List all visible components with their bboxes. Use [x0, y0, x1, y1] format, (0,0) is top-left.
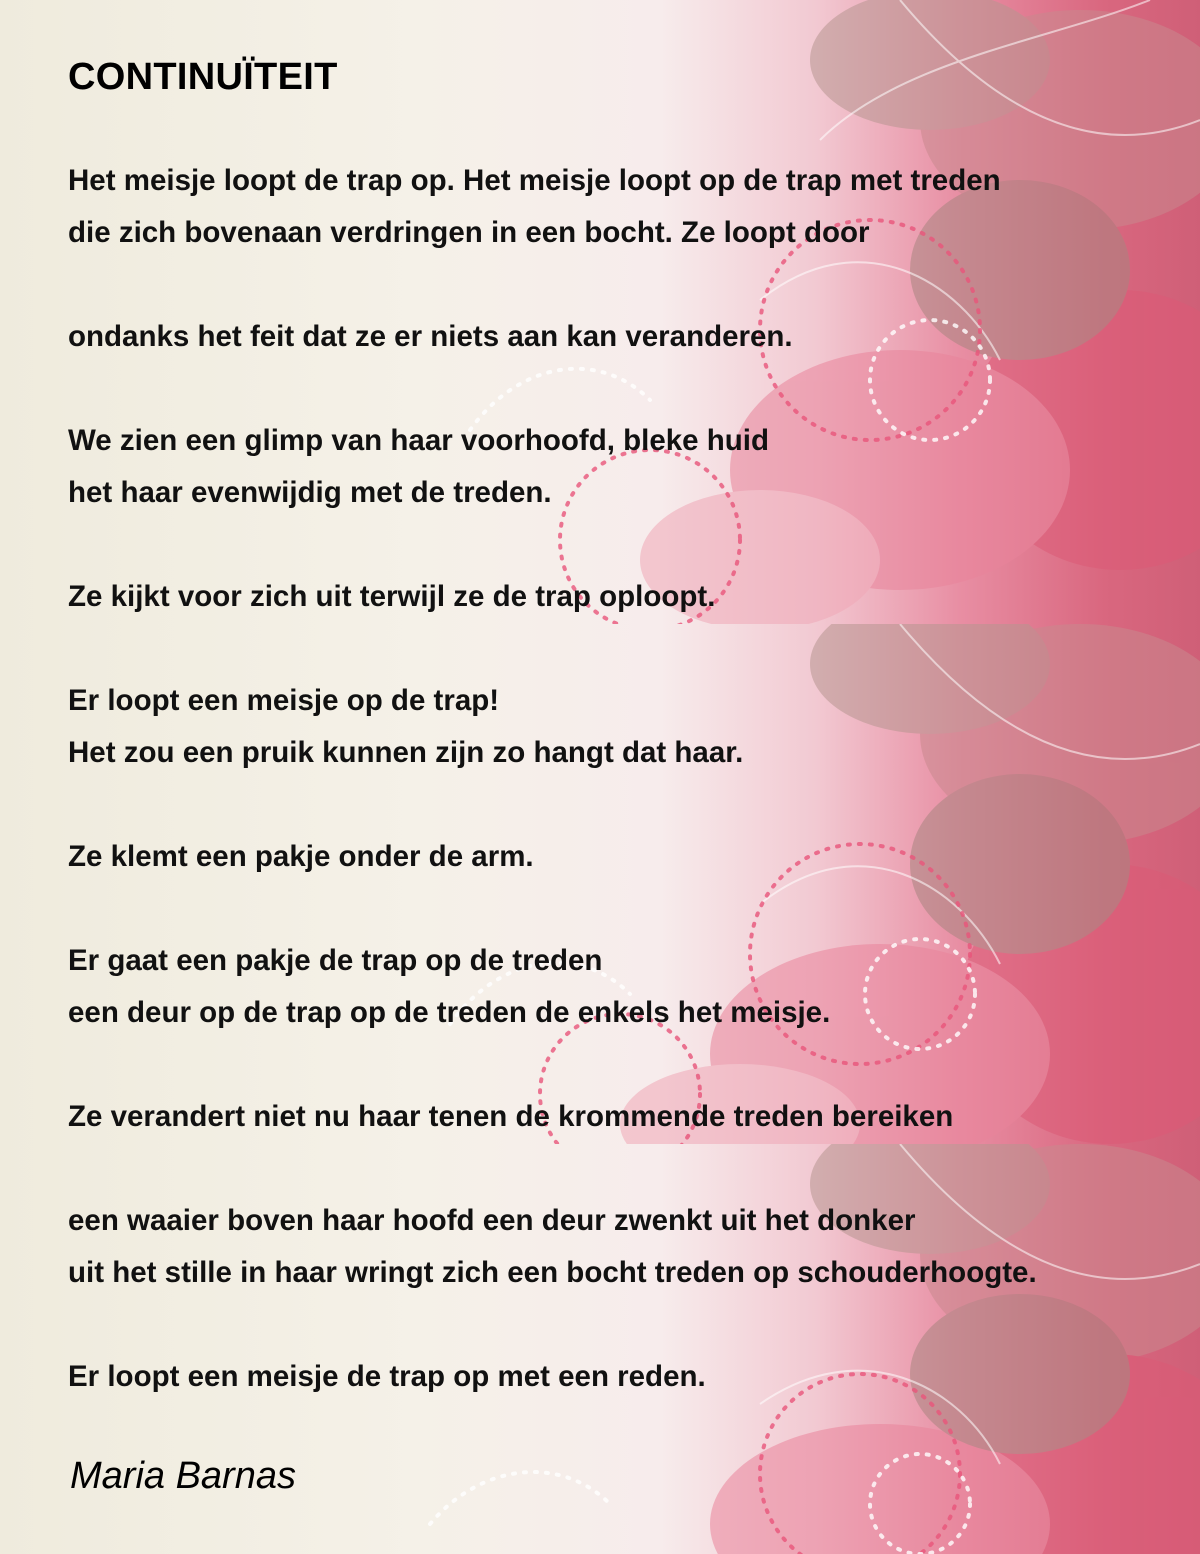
stanza [68, 935, 1178, 1039]
poem-line: ondanks het feit dat ze er niets aan kan veranderen. [68, 320, 793, 353]
stanza [68, 831, 1178, 883]
poem-line: een waaier boven haar hoofd een deur zwenkt uit het donker [68, 1204, 916, 1237]
poem-line: die zich bovenaan verdringen in een bocht. Ze loopt door [68, 216, 870, 249]
poem-line: Er loopt een meisje de trap op met een reden. [68, 1360, 706, 1393]
poem-line: uit het stille in haar wringt zich een bocht treden op schouderhoogte. [68, 1256, 1037, 1289]
poem-author: Maria Barnas [70, 1455, 296, 1497]
stanza [68, 155, 1178, 259]
stanza [68, 1351, 1178, 1403]
stanza [68, 675, 1178, 779]
stanza [68, 1195, 1178, 1299]
poem-line: We zien een glimp van haar voorhoofd, bleke huid [68, 424, 770, 457]
stanza [68, 311, 1178, 363]
stanza [68, 415, 1178, 519]
poem-line: Er loopt een meisje op de trap! [68, 684, 500, 717]
stanza [68, 571, 1178, 623]
poem-title: CONTINUÏTEIT [68, 56, 338, 98]
poem-line: Ze klemt een pakje onder de arm. [68, 840, 534, 873]
poem-line: een deur op de trap op de treden de enkels het meisje. [68, 996, 831, 1029]
poem-body [68, 155, 1178, 1455]
poem-line: Het meisje loopt de trap op. Het meisje loopt op de trap met treden [68, 164, 1001, 197]
poem-line: Het zou een pruik kunnen zijn zo hangt dat haar. [68, 736, 744, 769]
stanza [68, 1091, 1178, 1143]
poem-line: Ze verandert niet nu haar tenen de krommende treden bereiken [68, 1100, 954, 1133]
poem-line: Ze kijkt voor zich uit terwijl ze de trap oploopt. [68, 580, 716, 613]
poem-line: Er gaat een pakje de trap op de treden [68, 944, 603, 977]
poem-line: het haar evenwijdig met de treden. [68, 476, 552, 509]
